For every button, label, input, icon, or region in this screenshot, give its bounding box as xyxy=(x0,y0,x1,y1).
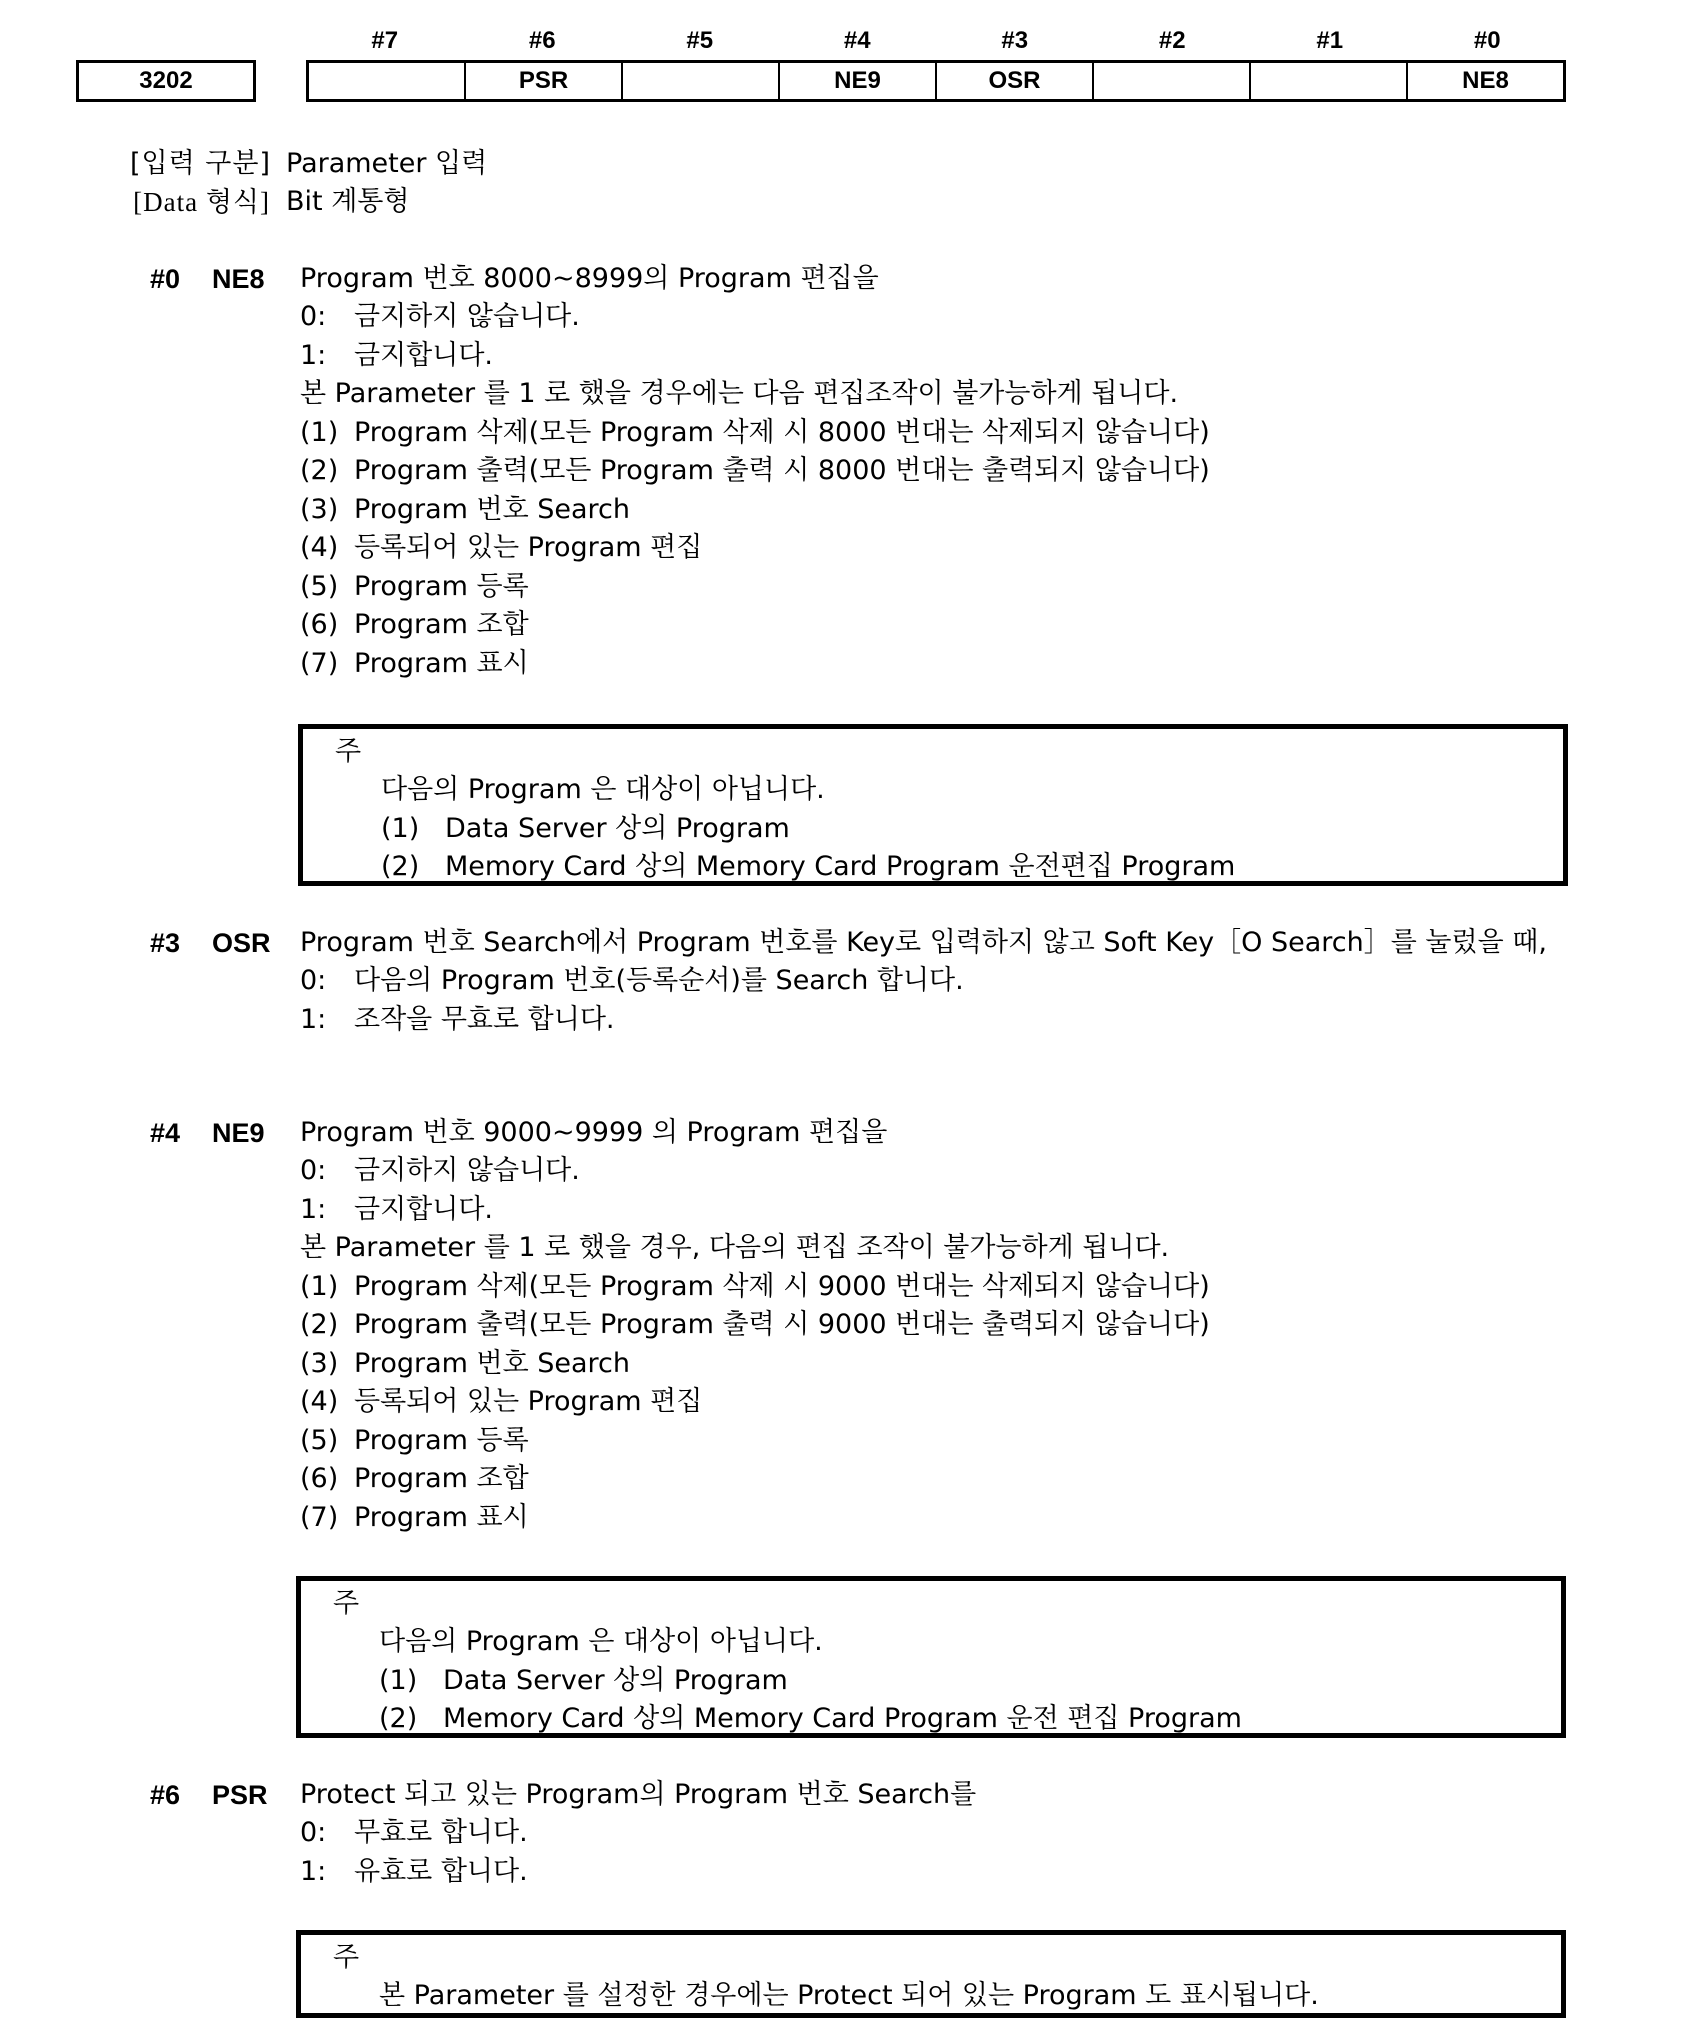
item-number: (7) xyxy=(300,1501,339,1533)
item-text: 등록되어 있는 Program 편집 xyxy=(354,532,703,563)
attribute-key: [Data 형식] xyxy=(133,187,270,217)
attribute-value: Bit 계통형 xyxy=(286,186,410,217)
note-item-text: Data Server 상의 Program xyxy=(443,1664,788,1696)
item-text: Program 출력(모든 Program 출력 시 9000 번대는 출력되지 않습니다) xyxy=(354,1309,1210,1340)
option-value: 1: xyxy=(300,339,327,371)
option-text: 금지합니다. xyxy=(354,339,493,371)
bit-cell-5 xyxy=(621,63,778,99)
item-number: (6) xyxy=(300,1463,339,1494)
note-lead: 다음의 Program 은 대상이 아닙니다. xyxy=(379,1626,823,1657)
note-item-text: Memory Card 상의 Memory Card Program 운전편집 Program xyxy=(445,851,1236,882)
bit-label: #0 xyxy=(1473,27,1501,54)
option-text: 금지하지 않습니다. xyxy=(354,1155,580,1186)
item-number: (5) xyxy=(300,1424,339,1456)
list-item xyxy=(150,1268,1570,1307)
note-item-number: (2) xyxy=(381,851,420,882)
list-item xyxy=(150,1460,1570,1499)
note-item-text: Memory Card 상의 Memory Card Program 운전 편집 Program xyxy=(443,1703,1242,1734)
list-item xyxy=(150,414,1570,453)
bit-label: #6 xyxy=(528,27,556,54)
bit-description: Program 번호 Search에서 Program 번호를 Key로 입력하지 않고 Soft Key［O Search］를 눌렀을 때, xyxy=(300,927,1547,958)
bit-name-row xyxy=(306,60,1566,102)
section-header xyxy=(150,1776,1570,1814)
bit-name: NE9 xyxy=(212,1118,265,1148)
attribute-key: [입력 구분] xyxy=(130,148,271,179)
item-text: Program 삭제(모든 Program 삭제 시 8000 번대는 삭제되지 않습니다) xyxy=(354,416,1210,448)
extra-text: 본 Parameter 를 1 로 했을 경우, 다음의 편집 조작이 불가능하게 됩니다. xyxy=(300,1232,1170,1263)
bit-label: #5 xyxy=(686,27,714,54)
note-box xyxy=(296,1576,1566,1738)
item-number: (3) xyxy=(300,1347,339,1379)
bit-cell-0: NE8 xyxy=(1406,63,1563,99)
option-line xyxy=(150,1001,1570,1040)
note-title: 주 xyxy=(333,1588,360,1619)
item-text: Program 등록 xyxy=(354,570,529,602)
option-value: 0: xyxy=(300,1817,327,1848)
note-item-number: (1) xyxy=(379,1664,418,1696)
note-item xyxy=(379,1662,1242,1701)
section-header xyxy=(150,260,1570,298)
note-title: 주 xyxy=(335,736,362,767)
bit-label: #1 xyxy=(1316,27,1344,54)
note-lead: 다음의 Program 은 대상이 아닙니다. xyxy=(381,774,825,805)
list-item xyxy=(150,1345,1570,1384)
list-item xyxy=(150,452,1570,491)
item-number: (3) xyxy=(300,493,339,525)
bit-number-labels xyxy=(306,26,1566,56)
option-text: 조작을 무효로 합니다. xyxy=(354,1003,615,1035)
option-line xyxy=(150,337,1570,376)
bit-cell-3: OSR xyxy=(935,63,1092,99)
item-text: Program 등록 xyxy=(354,1424,529,1456)
item-text: Program 조합 xyxy=(354,609,529,640)
list-item xyxy=(150,645,1570,684)
bit-label: #7 xyxy=(371,27,399,54)
list-item xyxy=(150,529,1570,568)
list-item xyxy=(150,1422,1570,1461)
option-line xyxy=(150,1152,1570,1191)
bit-label: #2 xyxy=(1158,27,1186,54)
list-item xyxy=(150,1383,1570,1422)
input-type-attribute xyxy=(130,145,487,183)
item-text: Program 삭제(모든 Program 삭제 시 9000 번대는 삭제되지 않습니다) xyxy=(354,1270,1210,1302)
section-ne9 xyxy=(150,1114,1570,1537)
note-box xyxy=(298,724,1568,886)
option-text: 무효로 합니다. xyxy=(354,1817,528,1848)
item-text: Program 번호 Search xyxy=(354,1347,631,1379)
extra-text: 본 Parameter 를 1 로 했을 경우에는 다음 편집조작이 불가능하게 됩니다. xyxy=(300,378,1179,409)
list-item xyxy=(150,1306,1570,1345)
note-item xyxy=(379,1700,1242,1739)
item-number: (2) xyxy=(300,1309,339,1340)
list-item xyxy=(150,568,1570,607)
option-value: 1: xyxy=(300,1855,327,1887)
note-box xyxy=(296,1930,1566,2018)
item-text: Program 조합 xyxy=(354,1463,529,1494)
bit-label: #3 xyxy=(1001,27,1029,54)
section-osr xyxy=(150,924,1570,1039)
bit-cell-1 xyxy=(1249,63,1406,99)
item-number: (7) xyxy=(300,647,339,679)
bit-cell-4: NE9 xyxy=(778,63,935,99)
bit-description: Protect 되고 있는 Program의 Program 번호 Search를 xyxy=(300,1779,977,1810)
section-header xyxy=(150,1114,1570,1152)
bit-cell-6: PSR xyxy=(464,63,621,99)
item-number: (5) xyxy=(300,570,339,602)
section-header xyxy=(150,924,1570,962)
attribute-value: Parameter 입력 xyxy=(286,148,488,179)
item-number: (4) xyxy=(300,532,339,563)
item-number: (6) xyxy=(300,609,339,640)
option-text: 금지합니다. xyxy=(354,1193,493,1225)
option-line xyxy=(150,1191,1570,1230)
list-item xyxy=(150,491,1570,530)
bit-cell-7 xyxy=(309,63,464,99)
item-text: Program 표시 xyxy=(354,647,529,679)
option-line xyxy=(150,1853,1570,1892)
option-text: 금지하지 않습니다. xyxy=(354,301,580,332)
section-psr xyxy=(150,1776,1570,1891)
option-value: 1: xyxy=(300,1193,327,1225)
parameter-number: 3202 xyxy=(76,60,256,102)
item-text: Program 출력(모든 Program 출력 시 8000 번대는 출력되지 않습니다) xyxy=(354,455,1210,486)
note-title: 주 xyxy=(333,1942,360,1973)
option-text: 유효로 합니다. xyxy=(354,1855,528,1887)
bit-name: OSR xyxy=(212,928,271,958)
note-item xyxy=(381,848,1235,887)
note-item-number: (1) xyxy=(381,812,420,844)
option-value: 1: xyxy=(300,1003,327,1035)
item-text: 등록되어 있는 Program 편집 xyxy=(354,1386,703,1417)
note-item-number: (2) xyxy=(379,1703,418,1734)
item-number: (1) xyxy=(300,416,339,448)
bit-description: Program 번호 9000~9999 의 Program 편집을 xyxy=(300,1117,888,1148)
item-text: Program 표시 xyxy=(354,1501,529,1533)
note-lead: 본 Parameter 를 설정한 경우에는 Protect 되어 있는 Program 도 표시됩니다. xyxy=(379,1980,1319,2011)
bit-label: #4 xyxy=(843,27,871,54)
bit-number: #6 xyxy=(150,1780,181,1810)
bit-name: PSR xyxy=(212,1780,268,1810)
list-item xyxy=(150,1499,1570,1538)
item-text: Program 번호 Search xyxy=(354,493,631,525)
bit-name: NE8 xyxy=(212,264,265,294)
bit-number: #4 xyxy=(150,1118,181,1148)
bit-number: #3 xyxy=(150,928,181,958)
bit-cell-2 xyxy=(1092,63,1249,99)
bit-number: #0 xyxy=(150,264,181,294)
item-number: (4) xyxy=(300,1386,339,1417)
section-ne8 xyxy=(150,260,1570,683)
option-text: 다음의 Program 번호(등록순서)를 Search 합니다. xyxy=(354,965,964,996)
item-number: (2) xyxy=(300,455,339,486)
list-item xyxy=(150,606,1570,645)
item-number: (1) xyxy=(300,1270,339,1302)
note-item-text: Data Server 상의 Program xyxy=(445,812,790,844)
note-item xyxy=(381,810,1235,849)
data-format-attribute xyxy=(130,183,409,221)
option-line xyxy=(150,1814,1570,1853)
option-value: 0: xyxy=(300,301,327,332)
option-value: 0: xyxy=(300,965,327,996)
option-line xyxy=(150,298,1570,337)
bit-description: Program 번호 8000~8999의 Program 편집을 xyxy=(300,263,879,294)
option-line xyxy=(150,962,1570,1001)
option-value: 0: xyxy=(300,1155,327,1186)
